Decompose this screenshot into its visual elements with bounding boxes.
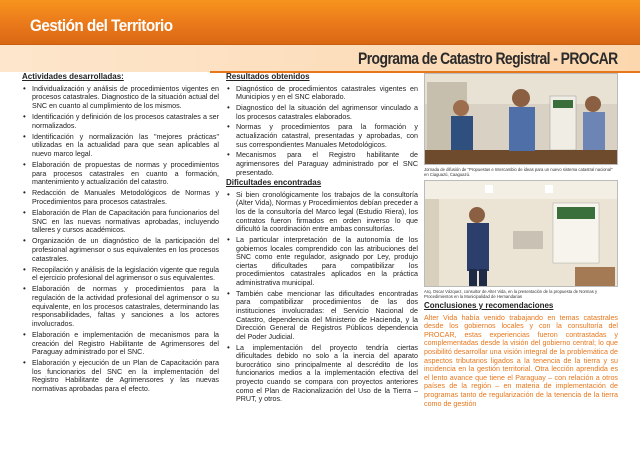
list-item: • También cabe mencionar las dificultades encontradas para compatibilizar procedimientos de las dos instituciones involucradas: el Servicio Nacional de Catastro, dependencia del Ministerio de Hacienda, y la Dirección General de Registros Públicos dependencia del Poder Judicial. bbox=[226, 290, 418, 342]
list-item: • Elaboración de Plan de Capacitación para funcionarios del SNC en las nuevas normativas aprobadas, incluyendo talleres y cursos académicos. bbox=[22, 209, 219, 235]
list-item: • Identificación y normalización las "mejores prácticas" utilizadas en la actualidad para que sean aplicables al nuevo marco legal. bbox=[22, 133, 219, 159]
photo1-caption: Jornada de difusión de "Propuestas e Intercambio de ideas para un nuevo sistema catastral nacional" en Ciaguazú, Caaguazú. bbox=[424, 167, 613, 177]
results-heading: Resultados obtenidos bbox=[226, 72, 310, 81]
list-item: • Organización de un diagnóstico de la participación del profesional agrimensor o sus equivalentes en los procesos catastrales. bbox=[22, 237, 219, 263]
list-item: • Elaboración de normas y procedimientos para la regulación de la actividad profesional del agrimensor o su equivalente, en los procesos catastrales, determinando las responsabilidades, faltas y sanciones a los actores involucrados. bbox=[22, 285, 219, 328]
difficulties-heading: Dificultades encontradas bbox=[226, 178, 322, 188]
presentation-photo-image bbox=[425, 181, 618, 287]
activities-heading: Actividades desarrolladas: bbox=[22, 72, 124, 81]
list-item: • Redacción de Manuales Metodológicos de Normas y Procedimientos para procesos catastrales. bbox=[22, 189, 219, 206]
list-item: • Identificación y definición de los procesos catastrales a ser normalizados. bbox=[22, 113, 219, 130]
presentation-photo bbox=[424, 180, 618, 287]
list-item: • Elaboración de propuestas de normas y procedimientos para procesos catastrales en cuanto a formación, mantenimiento y actualización del catastro. bbox=[22, 161, 219, 187]
conclusions-paragraph-1: Alter Vida había venido trabajando en temas catastrales desde los gobiernos locales y con la consultoría del PROCAR, estas experiencias fueron contrastadas y complementadas desde la visión del gobierno central; lo que posibilitó desarrollar una visión integral de la problemática de aspectos tributarios ligados a la tenencia de la tierra y su incidencia en la gestión territorial. bbox=[424, 313, 618, 374]
list-item: • La implementación del proyecto tendría ciertas dificultades debido no solo a la inercia del aparato burocrático sino principalmente al descrédito de los funcionarios medios a la implementación efectiva del proyecto cuando se compara con proyectos anteriores como el Plan de Racionalización del Uso de la Tierra – PRUT, y otros. bbox=[226, 344, 418, 404]
list-item: • Diagnostico del la situación del agrimensor vinculado a los procesos catastrales elaborados. bbox=[226, 104, 418, 121]
list-item: • Normas y procedimientos para la formación y actualización catastral, presentadas y aprobadas, con sus correspondientes Manuales Metodológicos. bbox=[226, 123, 418, 149]
activities-list bbox=[22, 85, 219, 394]
conclusions-text bbox=[424, 314, 618, 409]
list-item: • Elaboración y ejecución de un Plan de Capacitación para los funcionarios del SNC en la implementación del Registro Habilitante de Agrimensores y las nuevas normativas aprobadas para el efecto. bbox=[22, 359, 219, 393]
section-title: Gestión del Territorio bbox=[30, 16, 173, 35]
list-item: • La particular interpretación de la autonomía de los gobiernos locales comprendido con las atribuciones del SNC como ente regulador, asignado por Ley, produjo ciertas dificultades para compatibilizar los procedimientos catastrales aplicados en la práctica administrativa municipal. bbox=[226, 236, 418, 288]
list-item: • Recopilación y análisis de la legislación vigente que regula el ejercicio profesional del agrimensor o sus equivalentes. bbox=[22, 266, 219, 283]
list-item: • Elaboración e implementación de mecanismos para la creación del Registro Habilitante de Agrimensores del Paraguay administrado por el SNC. bbox=[22, 331, 219, 357]
list-item: • Diagnóstico de procedimientos catastrales vigentes en Municipios y en el SNC elaborado. bbox=[226, 85, 418, 102]
list-item: • Si bien cronológicamente los trabajos de la consultoría (Alter Vida), Normas y Procedimientos debían preceder a los de la consultoría del Marco legal (Estudio Riera), los contratos fueron firmados en orden inverso lo que dificultó la coordinación entre ambas consultorías. bbox=[226, 191, 418, 234]
program-title: Programa de Catastro Registral - PROCAR bbox=[358, 49, 618, 68]
left-column bbox=[22, 72, 219, 396]
conclusions-paragraph-2: Otra lección aprendida es el lento avance que tiene el Paraguay – con relación a otros países de la región – en materia de implementación de programas tanto de regularización de la tenencia de la tierra como de gestión bbox=[424, 365, 619, 408]
photo2-caption: Arq. Oscar Vázquez, consultor de Alter Vida, en la presentación de la propuesta de Normas y Procedimientos en la Municipalidad de Hernandarias bbox=[424, 289, 598, 299]
workshop-photo bbox=[424, 73, 618, 165]
conclusions-heading: Conclusiones y recomendaciones bbox=[424, 301, 554, 310]
middle-column bbox=[226, 72, 418, 406]
list-item: • Mecanismos para el Registro habilitante de agrimensores del Paraguay administrado por el SNC presentado. bbox=[226, 151, 418, 177]
results-list bbox=[226, 85, 418, 178]
workshop-photo-image bbox=[425, 74, 618, 165]
difficulties-list bbox=[226, 191, 418, 404]
right-column bbox=[424, 72, 618, 408]
list-item: • Individualización y análisis de procedimientos vigentes en procesos catastrales. Diagnostico de la situación actual del SNC en cuanto al cumplimiento de los mismos. bbox=[22, 85, 219, 111]
